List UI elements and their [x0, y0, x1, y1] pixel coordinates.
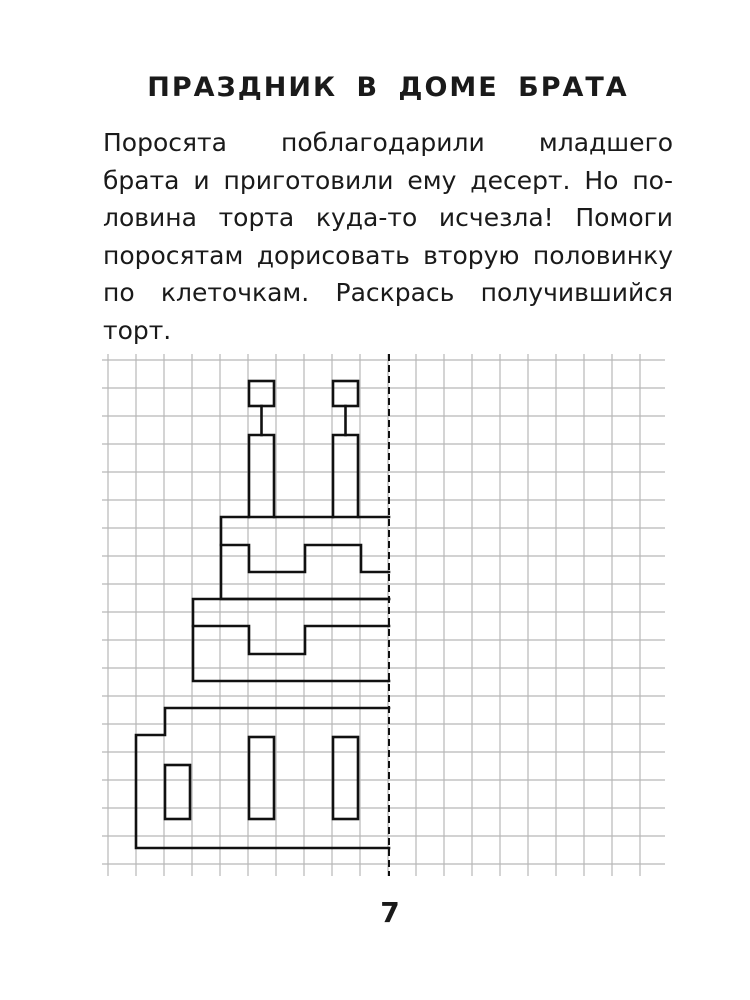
- task-line-4: поросятам дорисовать вторую половинку: [103, 240, 673, 270]
- task-line-6: торт.: [103, 315, 172, 345]
- task-line-3: ловина торта куда-то исчезла! Помоги: [103, 203, 673, 232]
- candle-left: [249, 381, 274, 517]
- page-number: 7: [380, 896, 400, 929]
- task-line-1: Поросята поблагодарили младшего: [103, 128, 673, 157]
- task-line-5: по клеточкам. Раскрась получившийся: [103, 278, 673, 307]
- page-title: ПРАЗДНИК В ДОМЕ БРАТА: [147, 72, 629, 103]
- grid-lines: [102, 354, 665, 876]
- task-line-2: брата и приготовили ему десерт. Но по-: [103, 165, 673, 195]
- candle-right: [333, 381, 358, 517]
- top-tier: [221, 517, 389, 599]
- bottom-tier: [136, 708, 389, 848]
- cake-outline-icon: [136, 381, 389, 848]
